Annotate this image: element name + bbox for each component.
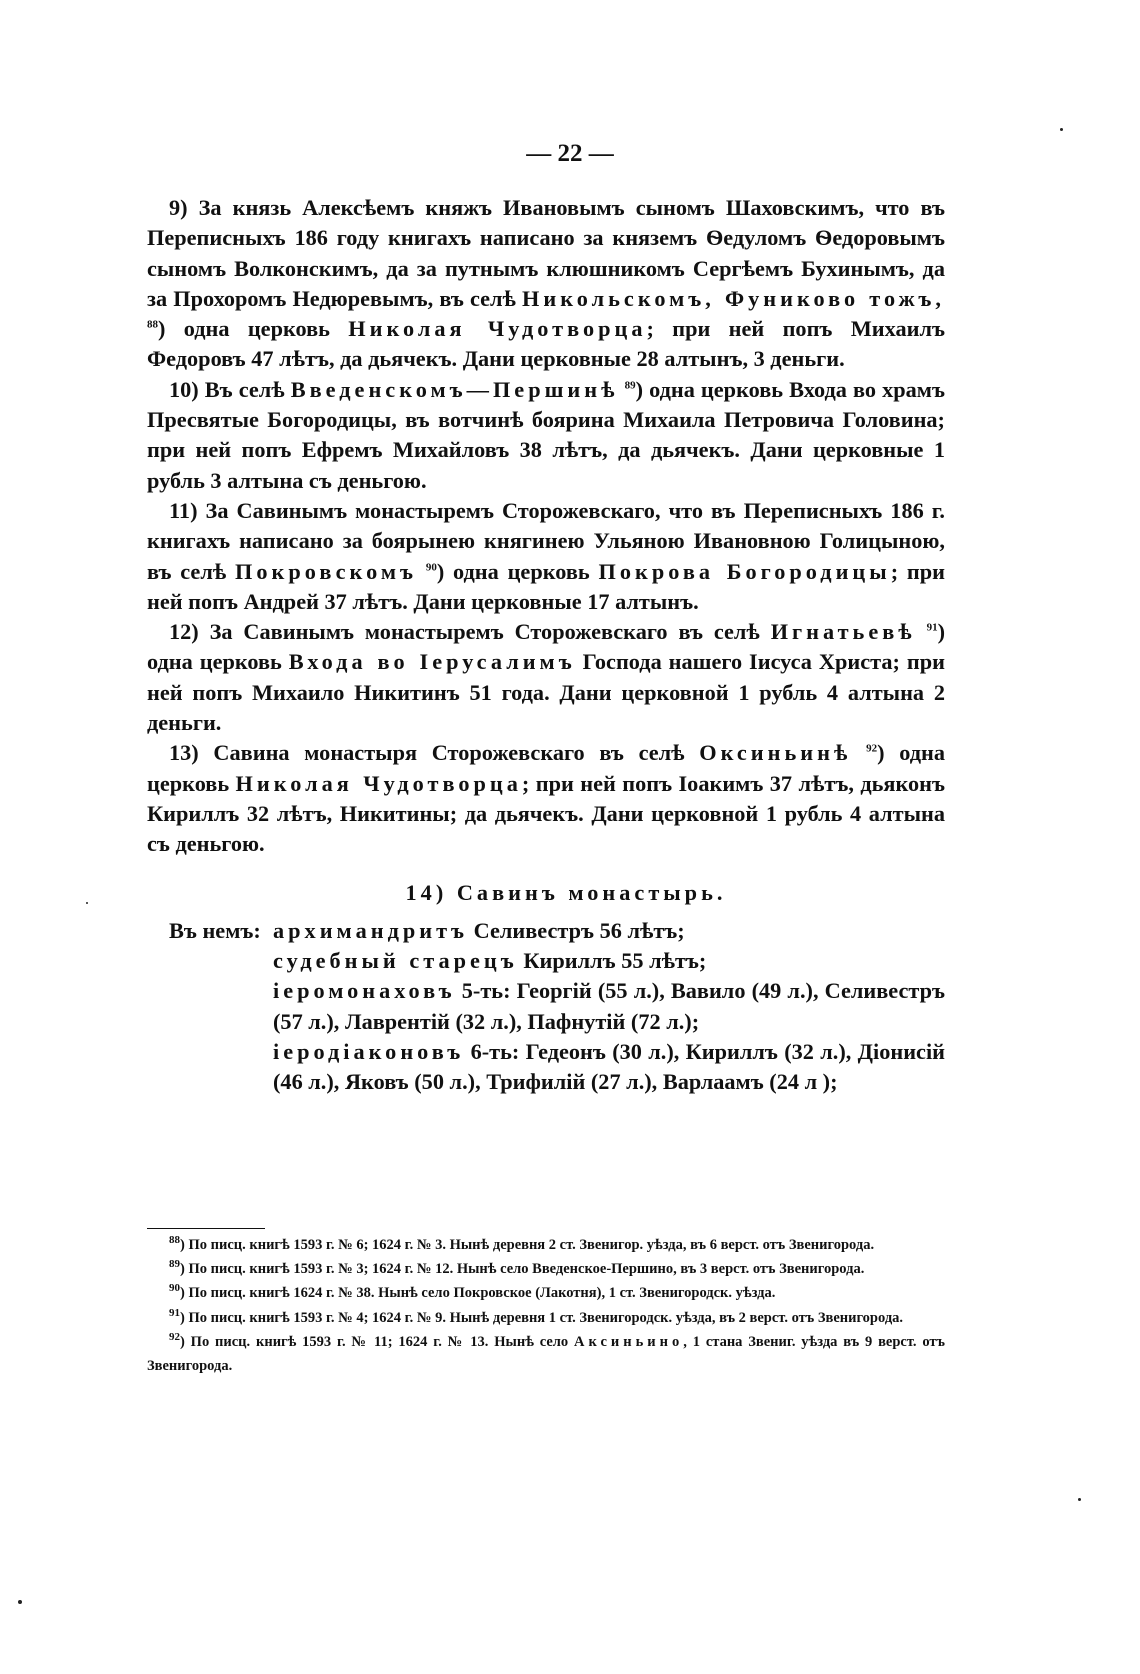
footnote-number: 89 — [169, 1258, 180, 1271]
footnote-number: 90 — [169, 1282, 180, 1295]
text-run: ) одна церковь — [158, 316, 349, 342]
text-run: ) одна церковь — [436, 558, 599, 584]
inmates-block — [147, 916, 945, 1098]
footnote-text: ) По писц. книгѣ 1593 г. № 4; 1624 г. № 9. Нынѣ деревня 1 ст. Звенигородск. уѣзда, въ 2 верст. отъ Звенигорода. — [180, 1309, 904, 1326]
spaced-text: Никольскомъ, Фуниково тожъ, — [522, 285, 945, 311]
footnote-text: ) По писц. книгѣ 1593 г. № 6; 1624 г. № 3. Нынѣ деревня 2 ст. Звенигор. уѣзда, въ 6 верст. отъ Звенигорода. — [180, 1237, 875, 1253]
footnote-text: ) По писц. книгѣ 1624 г. № 38. Нынѣ село Покровское (Лакотня), 1 ст. Звенигородск. уѣзда. — [180, 1285, 776, 1302]
scan-speck — [86, 902, 88, 904]
text-run: 11) За Савинымъ монастыремъ Сторожевскаго, что въ Переписныхъ 186 г. книгахъ написано за боярынею княгинею Ульяною Ивановною Голицыною, въ селѣ — [147, 497, 945, 584]
spaced-text: Николая Чудотворца — [235, 770, 522, 796]
footnote-ref: 88 — [147, 318, 158, 331]
spaced-text: Покровскомъ — [235, 558, 418, 584]
spaced-text: архимандритъ — [273, 917, 469, 943]
inmate-entry — [273, 976, 945, 1037]
scan-speck — [18, 1600, 22, 1604]
text-run: ) одна церковь — [147, 619, 945, 675]
footnote-88 — [147, 1233, 945, 1257]
text-run: Селивестръ 56 лѣтъ; — [468, 917, 685, 943]
main-text — [147, 193, 945, 1098]
footnote-text: ) По писц. книгѣ 1593 г. № 3; 1624 г. № 12. Нынѣ село Введенское-Першино, въ 3 верст. отъ Звенигорода. — [180, 1261, 865, 1278]
scan-speck — [1078, 1498, 1081, 1501]
text-run: 5-ть: Георгій (55 л.), Вавило (49 л.), Селивестръ (57 л.), Лаврентій (32 л.), Пафнутій (72 л.); — [273, 978, 945, 1034]
text-run: 13) Савина монастыря Сторожевскаго въ селѣ — [169, 740, 700, 766]
text-run: ) одна церковь — [147, 740, 946, 796]
inmate-entry — [273, 1037, 945, 1098]
footnotes — [147, 1228, 945, 1378]
footnote-ref: 89 — [624, 379, 636, 392]
entry-paragraph-11 — [147, 496, 945, 617]
spaced-text: Покрова Богородицы — [598, 558, 891, 584]
inmate-entry — [273, 916, 945, 946]
footnote-ref: 91 — [926, 621, 938, 634]
entry-paragraph-13 — [147, 738, 945, 859]
footnote-number: 91 — [169, 1306, 180, 1319]
entry-paragraph-12 — [147, 617, 945, 738]
section-heading: 14) Савинъ монастырь. — [405, 879, 727, 905]
footnote-ref: 92 — [866, 742, 878, 755]
footnote-divider — [147, 1228, 265, 1229]
inmates-list — [273, 916, 945, 1098]
text-run: 12) За Савинымъ монастыремъ Сторожевскаго въ селѣ — [169, 619, 771, 645]
footnote-92 — [147, 1330, 945, 1378]
text-run: , въ вотчинѣ боярина Михаила Петровича Головина; при ней попъ Ефремъ Михайловъ 38 лѣтъ, да дьячекъ. Дани церковные 1 рубль 3 алтына съ деньгою. — [147, 407, 945, 493]
inmates-label: Въ немъ: — [169, 917, 261, 943]
text-run: 6-ть: Гедеонъ (30 л.), Кириллъ (32 л.), Діонисій (46 л.), Яковъ (50 л.), Трифилій (27 л.), Варлаамъ (24 л ); — [273, 1039, 945, 1095]
spaced-text: Аксиньино — [574, 1333, 684, 1350]
text-run: ; при ней попъ Андрей 37 лѣтъ. Дани церковные 17 алтынъ. — [147, 558, 945, 614]
entry-paragraph-10 — [147, 375, 945, 496]
scan-speck — [1060, 128, 1063, 131]
footnote-91 — [147, 1306, 945, 1330]
text-run: ; при ней попъ Михаилъ Федоровъ 47 лѣтъ, да дьячекъ. Дани церковные 28 алтынъ, 3 деньги. — [147, 316, 945, 372]
footnote-text: , 1 стана Звениг. уѣзда въ 9 верст. отъ Звенигорода. — [147, 1333, 945, 1375]
spaced-text: Николая Чудотворца — [348, 316, 647, 342]
spaced-text: Введенскомъ—Першинѣ — [290, 376, 619, 402]
footnote-90 — [147, 1281, 945, 1305]
spaced-text: іеромонаховъ — [273, 978, 456, 1004]
spaced-text: Игнатьевѣ — [770, 619, 916, 645]
page-number: — 22 — — [526, 140, 614, 167]
text-run: 10) Въ селѣ — [169, 376, 291, 402]
footnote-89 — [147, 1257, 945, 1281]
footnote-ref: 90 — [425, 561, 437, 574]
spaced-text: судебный старецъ — [273, 948, 518, 974]
footnote-number: 92 — [169, 1330, 180, 1343]
text-run: ; при ней попъ Іоакимъ 37 лѣтъ, дьяконъ Кириллъ 32 лѣтъ, Никитины; да дьячекъ. Дани церковной 1 рубль 4 алтына съ деньгою. — [147, 770, 945, 857]
entry-paragraph-9 — [147, 193, 945, 375]
spaced-text: Входа во Іерусалимъ — [288, 649, 576, 675]
spaced-text: іеродіаконовъ — [273, 1039, 465, 1065]
text-run: ) одна церковь — [635, 376, 790, 402]
text-run: Входа во храмъ Пресвятые Богородицы — [147, 376, 945, 433]
spaced-text: Оксиньинѣ — [699, 740, 852, 766]
footnote-text: ) По писц. книгѣ 1593 г. № 11; 1624 г. № 13. Нынѣ село — [180, 1333, 575, 1350]
text-run: 9) За князь Алексѣемъ княжъ Ивановымъ сыномъ Шаховскимъ, что въ Переписныхъ 186 году книгахъ написано за княземъ Ѳедуломъ Ѳедоровымъ сыномъ Волконскимъ, да за путнымъ клюшникомъ Сергѣемъ Бухинымъ, да за Прохоромъ Недюревымъ, въ селѣ — [147, 195, 945, 311]
inmate-entry — [273, 946, 945, 976]
text-run: Кириллъ 55 лѣтъ; — [517, 948, 707, 974]
text-run: Господа нашего Іисуса Христа; при ней попъ Михаило Никитинъ 51 года. Дани церковной 1 рубль 4 алтына 2 деньги. — [147, 649, 945, 736]
footnote-number: 88 — [169, 1234, 180, 1247]
